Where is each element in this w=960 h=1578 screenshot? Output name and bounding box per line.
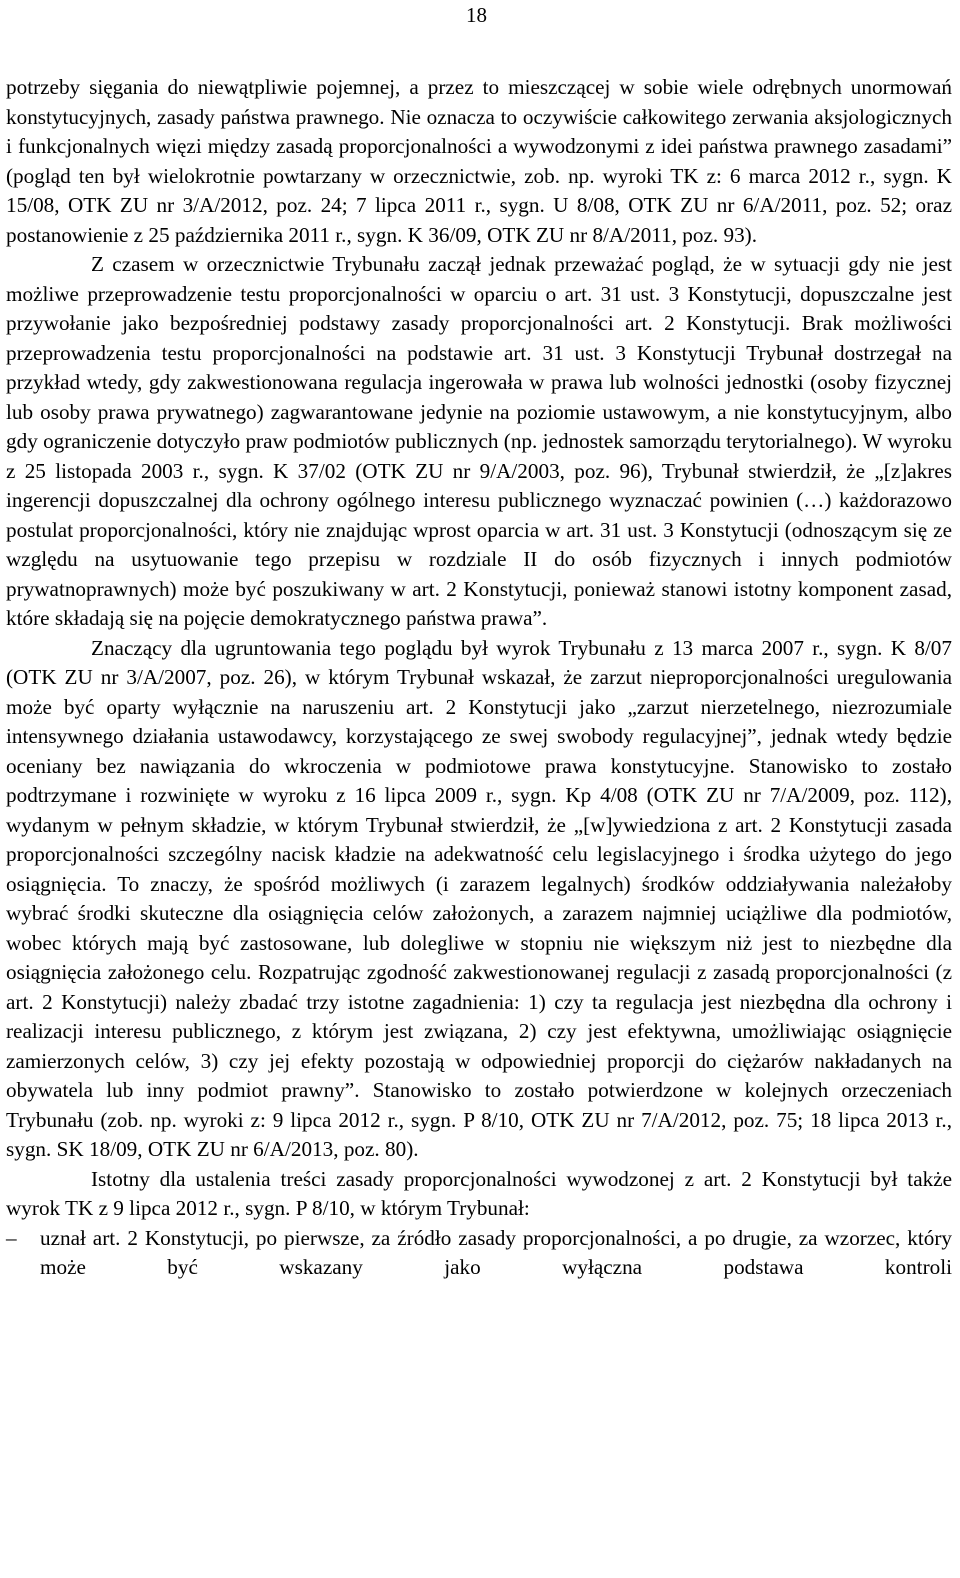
- list-dash: –: [6, 1225, 17, 1250]
- list-item: [6, 1224, 952, 1283]
- list-item-text: uznał art. 2 Konstytucji, po pierwsze, za źródło zasady proporcjonalności, a po drugie, za wzorzec, który może być wskazany jako wyłączna podstawa kontroli: [40, 1225, 952, 1279]
- paragraph-continuation: potrzeby sięgania do niewątpliwie pojemnej, a przez to mieszczącej w sobie wiele odrębnych unormowań konstytucyjnych, zasady państwa prawnego. Nie oznacza to oczywiście całkowitego zerwania aksjologicznych i funkcjonalnych więzi między zasadą proporcjonalności a wywodzonymi z idei państwa prawnego zasadami” (pogląd ten był wielokrotnie powtarzany w orzecznictwie, zob. np. wyroki TK z: 6 marca 2012 r., sygn. K 15/08, OTK ZU nr 3/A/2012, poz. 24; 7 lipca 2011 r., sygn. U 8/08, OTK ZU nr 6/A/2011, poz. 52; oraz postanowienie z 25 października 2011 r., sygn. K 36/09, OTK ZU nr 8/A/2011, poz. 93).: [6, 75, 952, 247]
- paragraph: Znaczący dla ugruntowania tego poglądu był wyrok Trybunału z 13 marca 2007 r., sygn. K 8/07 (OTK ZU nr 3/A/2007, poz. 26), w którym Trybunał wskazał, że zarzut nieproporcjonalności uregulowania może być oparty wyłącznie na naruszeniu art. 2 Konstytucji jako „zarzut nierzetelnego, niezrozumiale intensywnego działania ustawodawcy, korzystającego ze swej swobody regulacyjnej”, jednak wtedy będzie oceniany bez nawiązania do wkroczenia w podmiotowe prawa konstytucyjne. Stanowisko to zostało podtrzymane i rozwinięte w wyroku z 16 lipca 2009 r., sygn. Kp 4/08 (OTK ZU nr 7/A/2009, poz. 112), wydanym w pełnym składzie, w którym Trybunał stwierdził, że „[w]ywiedziona z art. 2 Konstytucji zasada proporcjonalności szczególny nacisk kładzie na adekwatność celu legislacyjnego i środka użytego do jego osiągnięcia. To znaczy, że spośród możliwych (i zarazem legalnych) środków oddziaływania należałoby wybrać środki skuteczne dla osiągnięcia celów założonych, a zarazem najmniej uciążliwe dla podmiotów, wobec których mają być zastosowane, lub dolegliwe w stopniu nie większym niż jest to niezbędne dla osiągnięcia założonego celu. Rozpatrując zgodność zakwestionowanej regulacji z zasadą proporcjonalności (z art. 2 Konstytucji) należy zbadać trzy istotne zagadnienia: 1) czy ta regulacja jest niezbędna dla ochrony i realizacji interesu publicznego, z którym jest związana, 2) czy jest efektywna, umożliwiając osiągnięcie zamierzonych celów, 3) czy jej efekty pozostają w odpowiedniej proporcji do ciężarów nakładanych na obywatela lub inny podmiot prawny”. Stanowisko to zostało potwierdzone w kolejnych orzeczeniach Trybunału (zob. np. wyroki z: 9 lipca 2012 r., sygn. P 8/10, OTK ZU nr 7/A/2012, poz. 75; 18 lipca 2013 r., sygn. SK 18/09, OTK ZU nr 6/A/2013, poz. 80).: [6, 635, 952, 1161]
- paragraph: Z czasem w orzecznictwie Trybunału zaczął jednak przeważać pogląd, że w sytuacji gdy nie jest możliwe przeprowadzenie testu proporcjonalności w oparciu o art. 31 ust. 3 Konstytucji, dopuszczalne jest przywołanie jako bezpośredniej podstawy zasady proporcjonalności art. 2 Konstytucji. Brak możliwości przeprowadzenia testu proporcjonalności na podstawie art. 31 ust. 3 Konstytucji Trybunał dostrzegał na przykład wtedy, gdy zakwestionowana regulacja ingerowała w prawa lub wolności jednostki (osoby fizycznej lub osoby prawa prywatnego) zagwarantowane jedynie na poziomie ustawowym, a nie konstytucyjnym, albo gdy ograniczenie dotyczyło praw podmiotów publicznych (np. jednostek samorządu terytorialnego). W wyroku z 25 listopada 2003 r., sygn. K 37/02 (OTK ZU nr 9/A/2003, poz. 96), Trybunał stwierdził, że „[z]akres ingerencji dopuszczalnej dla ochrony ogólnego interesu publicznego wyznaczać powinien (…) każdorazowo postulat proporcjonalności, który nie znajdując wprost oparcia w art. 31 ust. 3 Konstytucji (odnoszącym się ze względu na usytuowanie tego przepisu w rozdziale II do osób fizycznych i innych podmiotów prywatnoprawnych) może być poszukiwany w art. 2 Konstytucji, ponieważ stanowi istotny komponent zasad, które składają się na pojęcie demokratycznego państwa prawa”.: [6, 252, 952, 630]
- paragraph: Istotny dla ustalenia treści zasady proporcjonalności wywodzonej z art. 2 Konstytucji był także wyrok TK z 9 lipca 2012 r., sygn. P 8/10, w którym Trybunał:: [6, 1166, 952, 1220]
- page-number: 18: [466, 3, 487, 27]
- document-body: [6, 73, 952, 1283]
